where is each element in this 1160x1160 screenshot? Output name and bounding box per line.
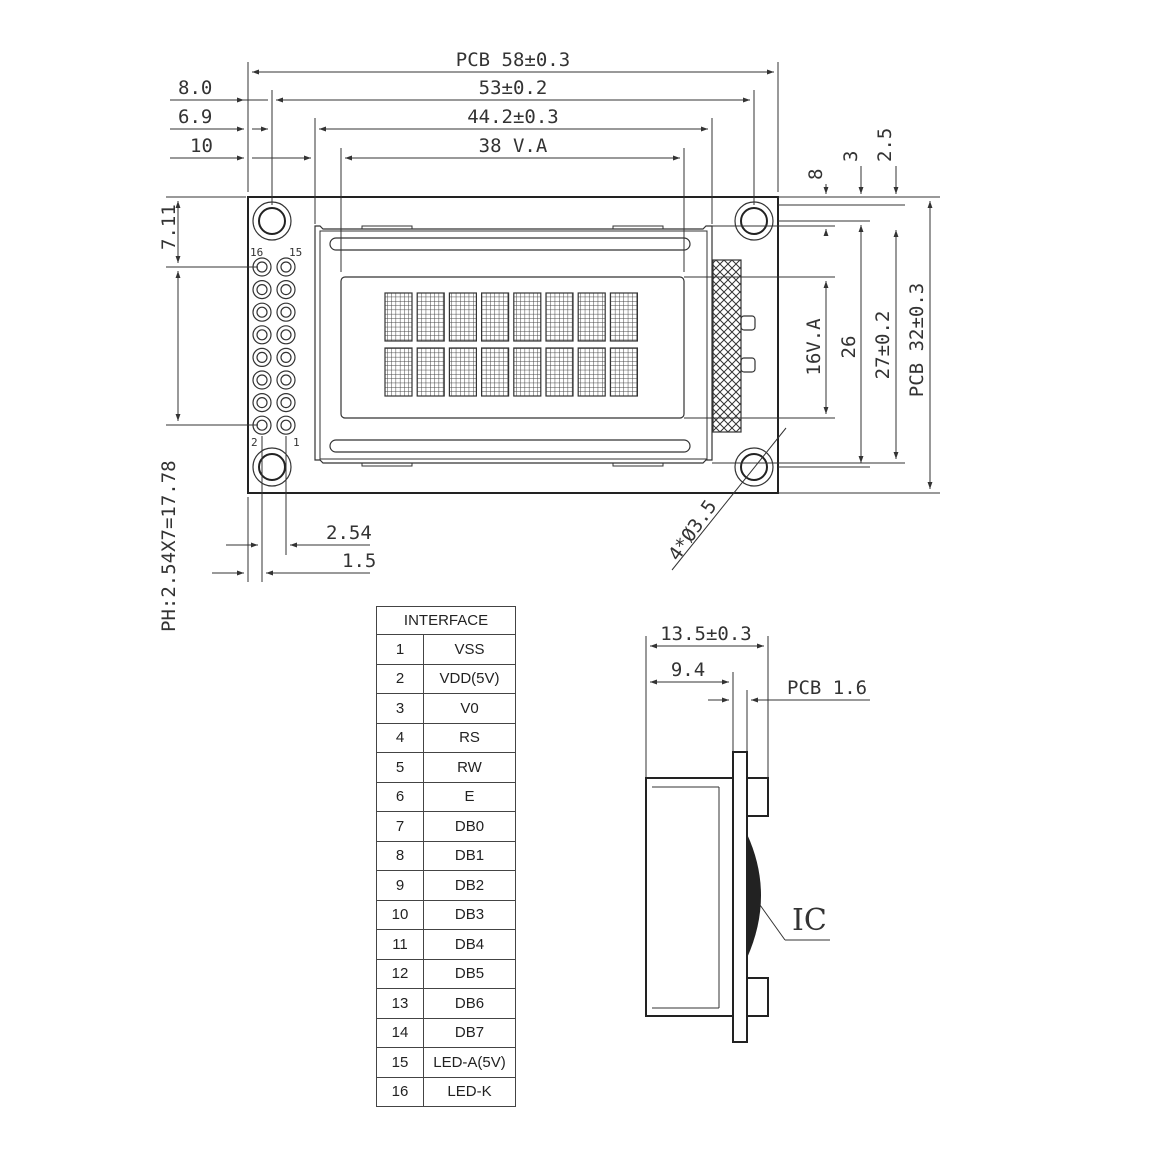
char-cell bbox=[546, 348, 573, 396]
pin-name: VDD(5V) bbox=[424, 664, 516, 694]
char-cell bbox=[482, 348, 509, 396]
dim-hole-spacing: 53±0.2 bbox=[478, 77, 548, 99]
ic-label: IC bbox=[792, 903, 827, 938]
pin-number: 14 bbox=[377, 1018, 424, 1048]
dim-pcb-width: PCB 58±0.3 bbox=[455, 49, 571, 71]
pin-number: 7 bbox=[377, 812, 424, 842]
dim-pin-pitch: PH:2.54X7=17.78 bbox=[158, 460, 180, 632]
pin-name: LED-K bbox=[424, 1077, 516, 1107]
pin-pad bbox=[253, 326, 271, 344]
pin-pad bbox=[281, 420, 291, 430]
dim-frame-width: 44.2±0.3 bbox=[467, 106, 559, 128]
pin-pad bbox=[257, 307, 267, 317]
pin-number: 13 bbox=[377, 989, 424, 1019]
pin-pad bbox=[281, 262, 291, 272]
pin-pad bbox=[277, 326, 295, 344]
table-row bbox=[377, 1018, 516, 1048]
pin-header bbox=[253, 258, 295, 434]
pin-number: 6 bbox=[377, 782, 424, 812]
pin-number: 2 bbox=[377, 664, 424, 694]
pin-number-labels bbox=[250, 246, 302, 449]
pin-pad bbox=[257, 398, 267, 408]
pin-pad bbox=[277, 281, 295, 299]
pin-name: DB0 bbox=[424, 812, 516, 842]
pin-pad bbox=[257, 285, 267, 295]
pin-name: DB3 bbox=[424, 900, 516, 930]
pin-name: LED-A(5V) bbox=[424, 1048, 516, 1078]
char-cell bbox=[578, 293, 605, 341]
pin-name: DB1 bbox=[424, 841, 516, 871]
char-cell bbox=[610, 348, 637, 396]
table-row bbox=[377, 871, 516, 901]
dim-offset-8: 8.0 bbox=[178, 77, 213, 99]
pin-label-1: 1 bbox=[293, 436, 300, 449]
pin-number: 1 bbox=[377, 635, 424, 665]
pin-name: DB2 bbox=[424, 871, 516, 901]
pin-pad bbox=[281, 375, 291, 385]
pin-number: 11 bbox=[377, 930, 424, 960]
pin-pad bbox=[281, 285, 291, 295]
table-row bbox=[377, 782, 516, 812]
dim-pcb-thickness: PCB 1.6 bbox=[787, 677, 868, 699]
pin-number: 9 bbox=[377, 871, 424, 901]
pin-label-2: 2 bbox=[251, 436, 258, 449]
interface-table bbox=[376, 606, 516, 1107]
char-cell bbox=[385, 348, 412, 396]
pin-pad bbox=[253, 281, 271, 299]
pin-pad bbox=[257, 420, 267, 430]
table-row bbox=[377, 723, 516, 753]
pin-pad bbox=[277, 371, 295, 389]
dim-pin-dia: 1.5 bbox=[342, 550, 377, 572]
pin-pad bbox=[277, 258, 295, 276]
side-view bbox=[646, 623, 870, 1042]
pin-label-16: 16 bbox=[250, 246, 264, 259]
pin-pad bbox=[257, 375, 267, 385]
dim-view-area-height: 16V.A bbox=[803, 318, 825, 376]
pin-pad bbox=[253, 348, 271, 366]
table-row bbox=[377, 959, 516, 989]
dim-total-depth: 13.5±0.3 bbox=[660, 623, 752, 645]
pin-pad bbox=[253, 371, 271, 389]
pin-number: 4 bbox=[377, 723, 424, 753]
pin-name: RW bbox=[424, 753, 516, 783]
pin-pad bbox=[257, 262, 267, 272]
dim-mount-holes: 4*Ø3.5 bbox=[664, 496, 722, 565]
dim-top-2-5: 2.5 bbox=[874, 127, 896, 162]
dim-pin-spacing: 2.54 bbox=[326, 522, 372, 544]
char-cell bbox=[482, 293, 509, 341]
table-row bbox=[377, 930, 516, 960]
pin-pad bbox=[277, 303, 295, 321]
char-cell bbox=[449, 348, 476, 396]
char-cell bbox=[546, 293, 573, 341]
table-row bbox=[377, 1048, 516, 1078]
dim-frame-height: 27±0.2 bbox=[872, 310, 894, 380]
dim-top-8: 8 bbox=[805, 168, 827, 180]
char-cell bbox=[449, 293, 476, 341]
pin-pad bbox=[281, 330, 291, 340]
pin-number: 15 bbox=[377, 1048, 424, 1078]
table-row bbox=[377, 812, 516, 842]
pin-number: 12 bbox=[377, 959, 424, 989]
backlight-hatch bbox=[713, 260, 755, 432]
char-cell bbox=[610, 293, 637, 341]
char-cell bbox=[385, 293, 412, 341]
table-row bbox=[377, 753, 516, 783]
table-row bbox=[377, 841, 516, 871]
pcb-outline bbox=[248, 197, 778, 493]
pin-label-15: 15 bbox=[289, 246, 303, 259]
pin-pad bbox=[281, 352, 291, 362]
pin-name: V0 bbox=[424, 694, 516, 724]
table-row bbox=[377, 900, 516, 930]
pin-number: 8 bbox=[377, 841, 424, 871]
dim-hole-spacing-v: 26 bbox=[838, 335, 860, 359]
pin-name: RS bbox=[424, 723, 516, 753]
table-row bbox=[377, 694, 516, 724]
pin-pad bbox=[277, 394, 295, 412]
table-row bbox=[377, 635, 516, 665]
dim-view-area-width: 38 V.A bbox=[478, 135, 548, 157]
interface-title: INTERFACE bbox=[377, 607, 516, 635]
lcd-frame bbox=[315, 226, 712, 466]
pin-pad bbox=[277, 348, 295, 366]
character-cells bbox=[385, 293, 637, 396]
dim-pcb-height: PCB 32±0.3 bbox=[906, 282, 928, 398]
dim-offset-10: 10 bbox=[190, 135, 213, 157]
pin-pad bbox=[281, 307, 291, 317]
pin-name: VSS bbox=[424, 635, 516, 665]
char-cell bbox=[417, 348, 444, 396]
bottom-dimensions bbox=[212, 428, 786, 582]
dim-pin-top: 7.11 bbox=[158, 204, 180, 250]
table-row bbox=[377, 664, 516, 694]
pin-name: DB7 bbox=[424, 1018, 516, 1048]
dim-offset-6-9: 6.9 bbox=[178, 106, 213, 128]
pin-number: 3 bbox=[377, 694, 424, 724]
pin-number: 10 bbox=[377, 900, 424, 930]
pin-pad bbox=[281, 398, 291, 408]
pin-name: E bbox=[424, 782, 516, 812]
pin-name: DB6 bbox=[424, 989, 516, 1019]
table-row bbox=[377, 989, 516, 1019]
char-cell bbox=[578, 348, 605, 396]
pin-name: DB4 bbox=[424, 930, 516, 960]
dim-module-depth: 9.4 bbox=[670, 659, 706, 681]
pin-number: 16 bbox=[377, 1077, 424, 1107]
pin-pad bbox=[253, 394, 271, 412]
char-cell bbox=[417, 293, 444, 341]
pin-name: DB5 bbox=[424, 959, 516, 989]
pin-pad bbox=[277, 416, 295, 434]
char-cell bbox=[514, 293, 541, 341]
pin-pad bbox=[253, 303, 271, 321]
pin-number: 5 bbox=[377, 753, 424, 783]
pin-pad bbox=[257, 352, 267, 362]
dim-top-3: 3 bbox=[840, 150, 862, 162]
char-cell bbox=[514, 348, 541, 396]
table-row bbox=[377, 1077, 516, 1107]
left-dimensions bbox=[158, 197, 258, 632]
pin-pad bbox=[257, 330, 267, 340]
